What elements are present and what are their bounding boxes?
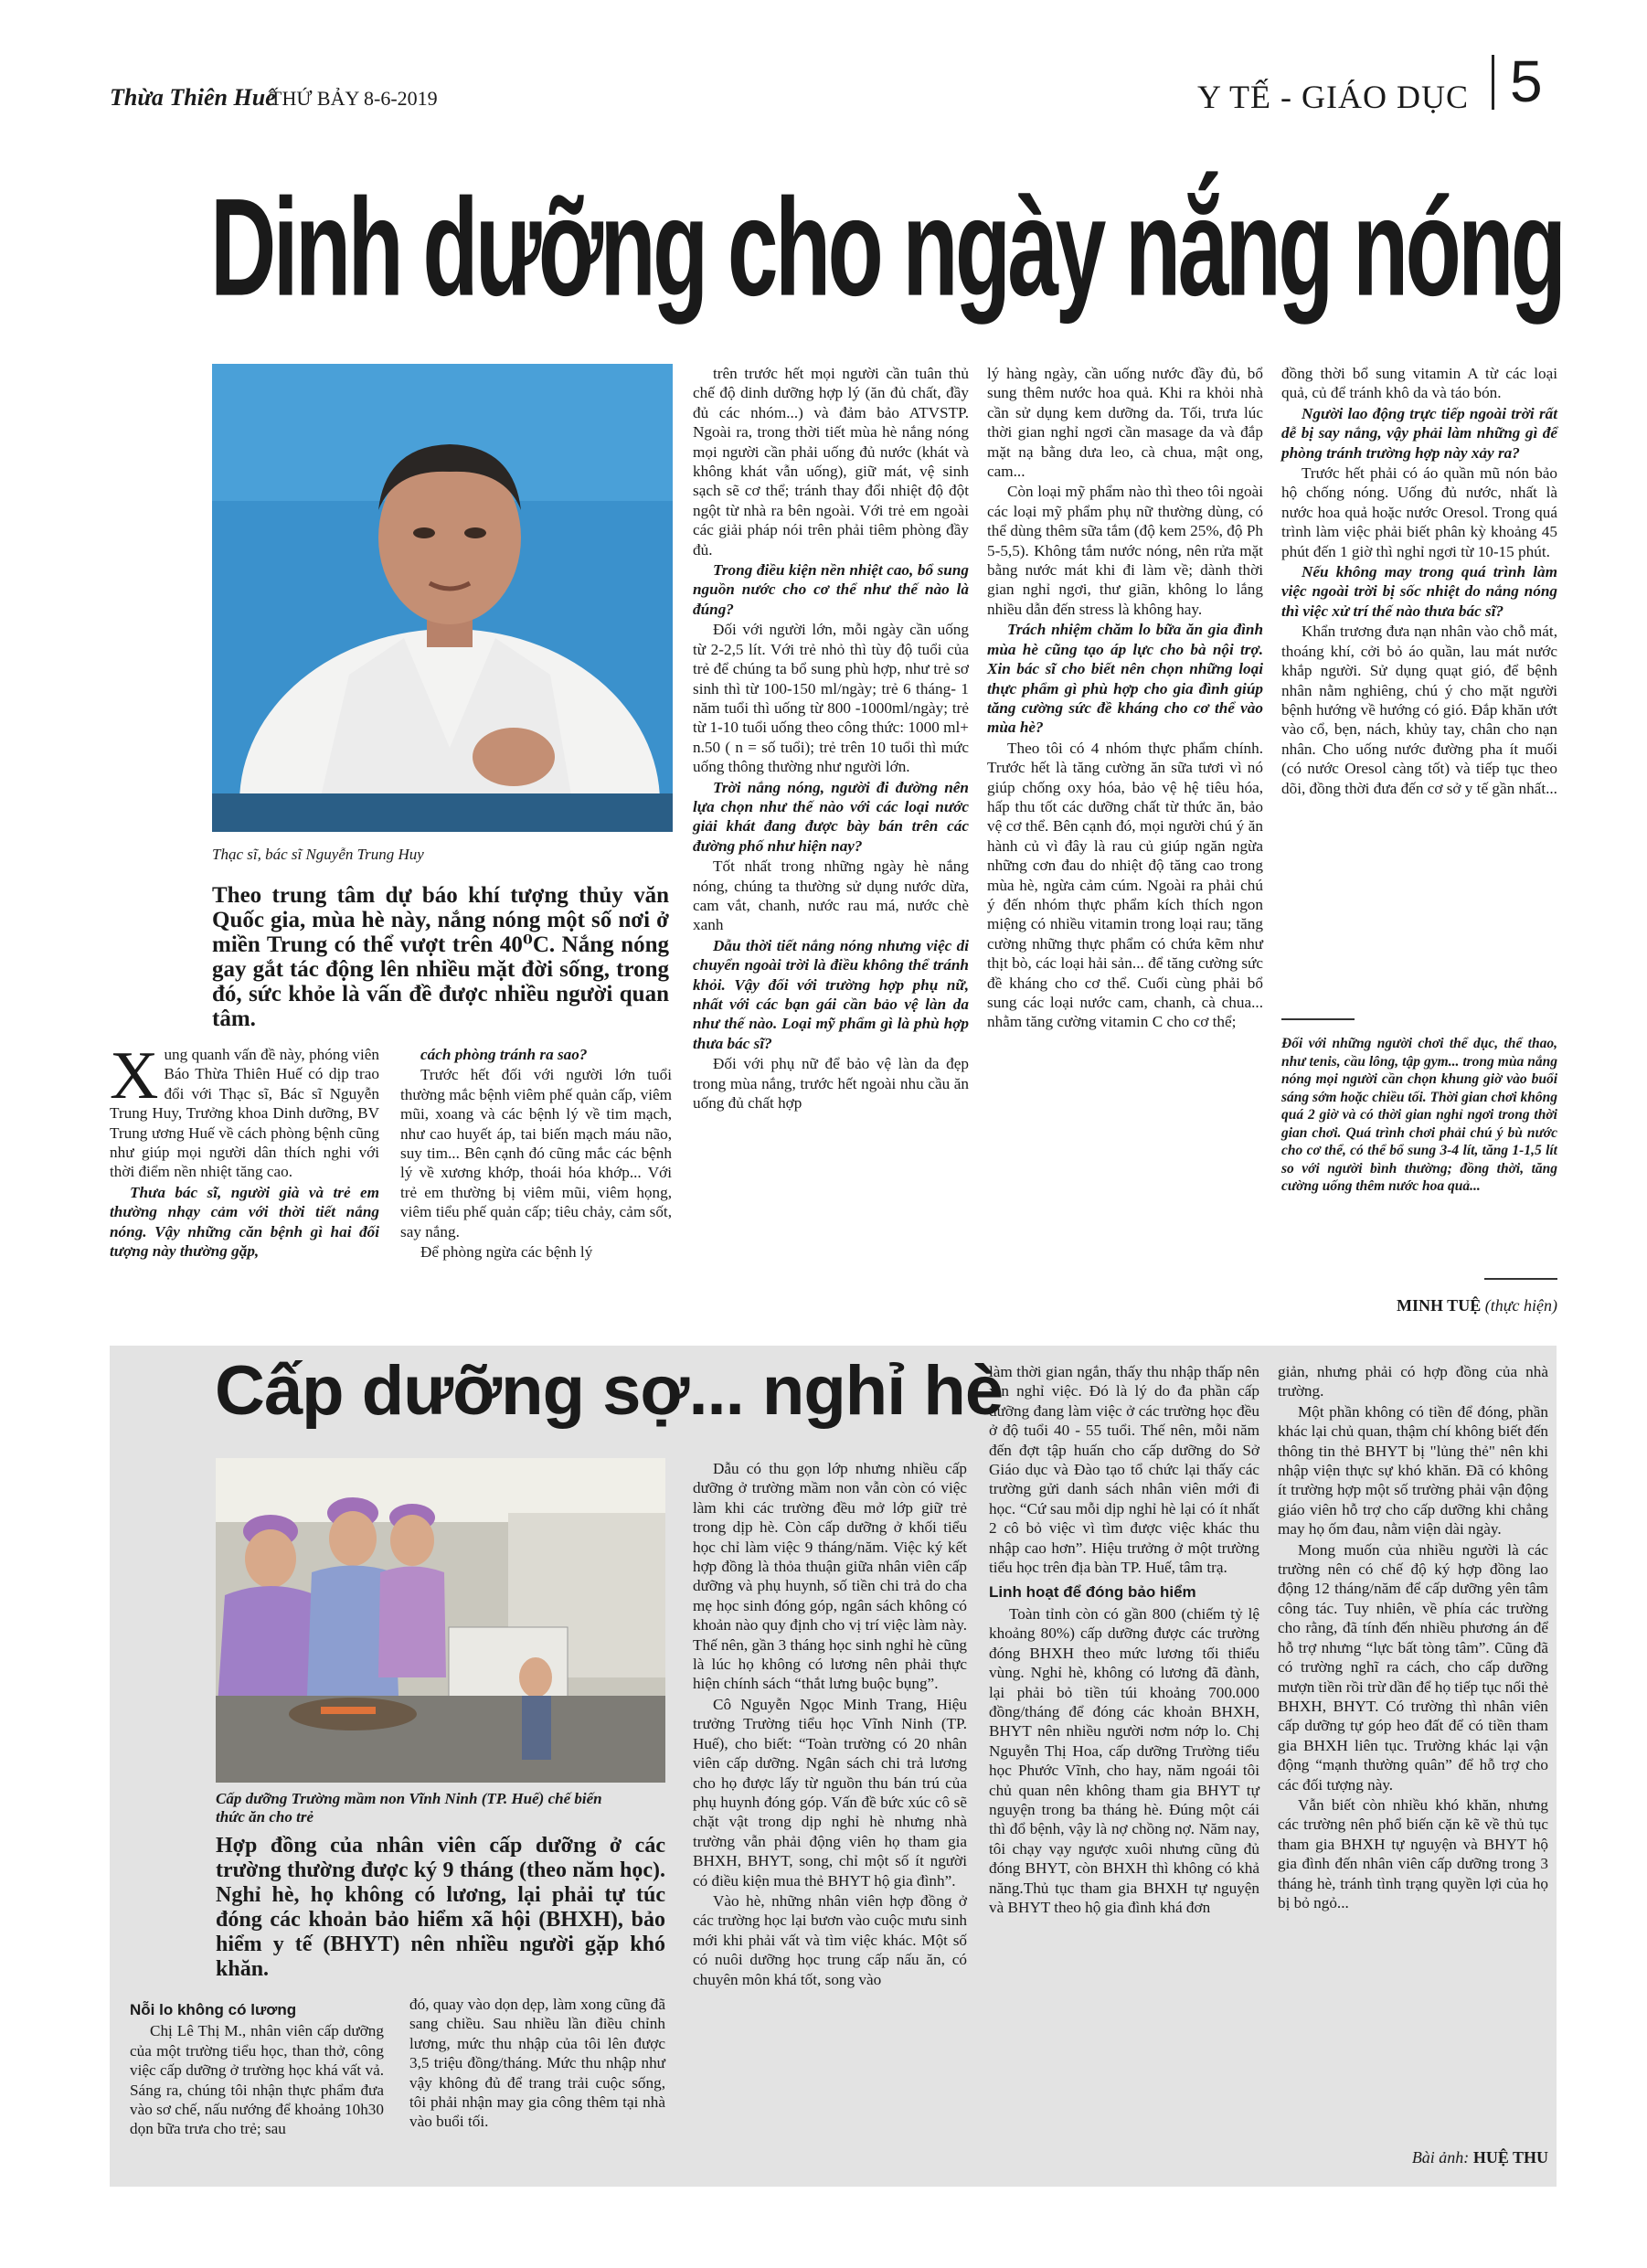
article2-headline: Cấp dưỡng sợ... nghỉ hè	[215, 1352, 1004, 1430]
article2-byline-label: Bài ảnh:	[1411, 2148, 1470, 2167]
article1-column-1	[110, 1038, 379, 1262]
article1-author-note: (thực hiện)	[1484, 1296, 1557, 1315]
article2-author: HUỆ THU	[1472, 2148, 1548, 2167]
paragraph: Vào hè, những nhân viên hợp đồng ở các trường học lại bươn vào cuộc mưu sinh mới khi phải vất và tìm việc khác. Một số có nuôi dưỡng học trung cấp nấu ăn, có chuyên môn khá tốt, song vào	[693, 1891, 967, 1988]
paragraph	[110, 1038, 379, 1182]
sidebar-rule-bottom	[1484, 1278, 1557, 1280]
paragraph: Trước hết đối với người lớn tuổi thường mắc bệnh viêm phế quản cấp, viêm mũi, xoang và các bệnh lý về tim mạch, như cao huyết áp, tai biến mạch máu não, suy tim... Bên cạnh đó cũng mắc các bệnh lý về xương khớp, thoái hóa khớp... Với trẻ em thường bị viêm mũi, viêm họng, viêm tiểu phế quản cấp; tiêu chảy, cảm sốt, say nắng.	[400, 1066, 672, 1240]
article2-lede: Hợp đồng của nhân viên cấp dưỡng ở các trường thường được ký 9 tháng (theo năm học). Nghỉ hè, họ không có lương, lại phải tự túc đóng các khoản bảo hiểm xã hội (BHXH), bảo hiểm y tế (BHYT) nên nhiều người gặp khó khăn.	[216, 1834, 665, 1981]
paragraph: Nỗi lo không có lương	[130, 2001, 297, 2018]
paragraph: Để phòng ngừa các bệnh lý	[420, 1243, 593, 1262]
sidebar-note: Đối với những người chơi thể dục, thể thao, như tenis, cầu lông, tập gym... trong mùa nắng nóng mọi người cần chọn khung giờ vào buổi sáng sớm hoặc chiều tối. Thời gian chơi không quá 2 giờ và có thời gian nghỉ ngơi trong thời gian chơi. Quá trình chơi phải chú ý bù nước cho cơ thể, có thể bổ sung 3-4 lít, tăng 1-1,5 lít so với người bình thường; đồng thời, tăng cường uống thêm nước hoa quả...	[1281, 1036, 1557, 1194]
drop-cap: X	[110, 1038, 159, 1113]
paragraph: giản, nhưng phải có hợp đồng của nhà trường.	[1278, 1363, 1548, 1400]
article2-byline	[1325, 2148, 1548, 2167]
paragraph: Dẫu thời tiết nắng nóng nhưng việc di chuyển ngoài trời là điều không thể tránh khỏi. Vậy đối với trường hợp phụ nữ, nhất với các bạn gái cần bảo vệ làn da như thế nào. Loại mỹ phẩm gì là phù hợp thưa bác sĩ?	[693, 936, 969, 1052]
paragraph: Chị Lê Thị M., nhân viên cấp dưỡng của một trường tiểu học, than thở, công việc cấp dưỡng ở trường học khá vất vả. Sáng ra, chúng tôi nhận thực phẩm đưa vào sơ chế, nấu nướng để khoảng 10h30 dọn bữa trưa cho trẻ; sau	[130, 2022, 384, 2138]
paragraph: Thưa bác sĩ, người già và trẻ em thường nhạy cảm với thời tiết nắng nóng. Vậy những căn bệnh gì hai đối tượng này thường gặp,	[110, 1183, 379, 1261]
newspaper-name: Thừa Thiên Huế	[110, 84, 276, 111]
paragraph: trên trước hết mọi người cần tuân thủ chế độ dinh dưỡng hợp lý (ăn đủ chất, đầy đủ các nhóm...) và đảm bảo ATVSTP. Ngoài ra, trong thời tiết mùa hè nắng nóng mọi người cần phải uống đủ nước (khát và không khát vẫn uống), giữ mát, vệ sinh sạch sẽ cơ thể; tránh thay đổi nhiệt độ đột ngột từ nhà ra bên ngoài. Với trẻ em ngoài các giải pháp nói trên phải tiêm phòng đầy đủ.	[693, 365, 969, 559]
header-divider	[1492, 55, 1494, 110]
paragraph: Trời nắng nóng, người đi đường nên lựa chọn như thế nào với các loại nước giải khát đang được bày bán trên các đường phố như hiện nay?	[693, 778, 969, 855]
article1-photo-caption: Thạc sĩ, bác sĩ Nguyễn Trung Huy	[212, 846, 424, 863]
paragraph: Trước hết phải có áo quần mũ nón bảo hộ chống nóng. Uống đủ nước, nhất là nước hoa quả hoặc nước Oresol. Trong quá trình làm việc phải biết phân kỳ khoảng 45 phút đến 1 giờ thì nghỉ ngơi từ 10-15 phút.	[1281, 464, 1557, 560]
paragraph: Trong điều kiện nền nhiệt cao, bổ sung nguồn nước cho cơ thể như thế nào là đúng?	[693, 561, 969, 618]
article1-photo	[212, 364, 673, 832]
article2-photo	[216, 1458, 665, 1783]
paragraph: Nếu không may trong quá trình làm việc ngoài trời bị sốc nhiệt do nắng nóng thì việc xử trí thế nào thưa bác sĩ?	[1281, 563, 1557, 620]
sidebar-rule-top	[1281, 1018, 1355, 1020]
paragraph: Theo tôi có 4 nhóm thực phẩm chính. Trước hết là tăng cường ăn sữa tươi vì nó giúp chống oxy hóa, bảo vệ hệ tiêu hóa, hấp thu tốt các dưỡng chất từ thức ăn, bảo vệ cơ thể. Bên cạnh đó, mọi người chú ý ăn hành củ vì đây là rau củ giúp ngăn ngừa những cơn đau do nhiệt độ tăng cao trong mùa hè, ngừa cảm cúm. Ngoài ra phải chú ý đến nhóm thực phẩm kích thích ngon miệng có nhiều vitamin trong loại rau; tăng cường những thực phẩm có chứa kẽm như thịt bò, các loại hải sản... để tăng cường sức đề kháng cho cơ thể. Cuối cùng phải bổ sung các loại nước cam, chanh, cà chua... nhằm tăng cường vitamin C cho cơ thể;	[987, 739, 1263, 1031]
paragraph: Khẩn trương đưa nạn nhân vào chỗ mát, thoáng khí, cởi bỏ áo quần, lau mát nước khắp người. Sử dụng quạt gió, để bệnh nhân nằm nghiêng, chú ý cho mặt người bệnh hướng về hướng có gió. Đắp khăn ướt vào cổ, bẹn, nách, khủy tay, chân cho nạn nhân. Cho uống nước đường pha ít muối (có nước Oresol càng tốt) và tiếp tục theo dõi, đồng thời đưa đến cơ sở y tế gần nhất...	[1281, 623, 1557, 797]
paragraph: Một phần không có tiền để đóng, phần khác lại chủ quan, thậm chí không biết đến thông tin thẻ BHYT bị "lủng thẻ" nên khi nhập viện thực sự khó khăn. Đã có không ít trường hợp một số trường phải vận động giáo viên hỗ trợ cho cấp dưỡng khi chẳng may họ ốm đau, nằm viện dài ngày.	[1278, 1402, 1548, 1539]
kitchen-staff-illustration	[216, 1458, 665, 1783]
doctor-portrait-illustration	[212, 364, 673, 832]
article2-column-4	[989, 1362, 1259, 1918]
paragraph: Toàn tỉnh còn có gần 800 (chiếm tỷ lệ khoảng 80%) cấp dưỡng được các trường đóng BHXH theo mức lương tối thiểu vùng. Nghỉ hè, không có lương đã đành, lại phải bỏ tiền túi khoảng 700.000 đồng/tháng để đóng các khoản BHXH, BHYT nên nhiều người nơm nớp lo. Chị Nguyễn Thị Hoa, cấp dưỡng Trường tiểu học Phước Vĩnh, cho hay, năm ngoái tôi chủ quan nên không tham gia BHYT tự nguyện trong ba tháng hè. Đúng một cái thì đổ bệnh, vậy là nợ chồng nợ. Năm nay, tôi chạy vạy ngược xuôi nhưng cũng đủ đóng BHYT, còn BHXH thì không có khả năng.Thủ tục tham gia BHXH tự nguyện và BHYT theo hộ gia đình khá đơn	[989, 1604, 1259, 1916]
paragraph: Trách nhiệm chăm lo bữa ăn gia đình mùa hè cũng tạo áp lực cho bà nội trợ. Xin bác sĩ cho biết nên chọn những loại thực phẩm gì phù hợp cho gia đình giúp tăng cường sức đề kháng cho cơ thể vào mùa hè?	[987, 621, 1263, 737]
article1-byline	[1356, 1296, 1557, 1315]
article1-headline: Dinh dưỡng cho ngày nắng nóng	[210, 170, 1564, 325]
paragraph: làm thời gian ngắn, thấy thu nhập thấp nên xin nghỉ việc. Đó là lý do đa phần cấp dưỡng đang làm việc ở các trường học đều ở độ tuổi 40 - 55 tuổi. Thế nên, mỗi năm đến đợt tập huấn cho cấp dưỡng do Sở Giáo dục và Đào tạo tổ chức lại thấy các trường gửi danh sách nhân viên mới đi học. “Cứ sau mỗi dịp nghỉ hè lại có ít nhất 2 cô bỏ việc vì tìm được việc khác thu nhập cao hơn”. Hiệu trưởng ở một trường tiểu học trên địa bàn TP. Huế, tâm trạ.	[989, 1363, 1259, 1577]
article1-column-4	[987, 364, 1263, 1033]
paragraph: cách phòng tránh ra sao?	[420, 1046, 588, 1063]
paragraph: Còn loại mỹ phẩm nào thì theo tôi ngoài các loại mỹ phẩm phụ nữ thường dùng, có thể dùng thêm sữa tắm (độ kem 25%, độ Ph 5-5,5). Không tắm nước nóng, nên rửa mặt bằng nước mát khi đi làm về; dành thời gian nghỉ ngơi, thư giãn, không lo lắng nhiều dẫn đến stress là không hay.	[987, 483, 1263, 618]
paragraph: đó, quay vào dọn dẹp, làm xong cũng đã sang chiều. Sau nhiều lần điều chỉnh lương, mức thu nhập của tôi lên được 3,5 triệu đồng/tháng. Mức thu nhập như vậy không đủ để trang trải cuộc sống, tôi phải nhận may gia công thêm tại nhà vào buổi tối.	[409, 1996, 665, 2131]
article2-column-3	[693, 1459, 967, 1990]
article1-author: MINH TUỆ	[1397, 1296, 1482, 1315]
paragraph: Linh hoạt để đóng bảo hiểm	[989, 1583, 1196, 1602]
paragraph: Dẫu có thu gọn lớp nhưng nhiều cấp dưỡng ở trường mầm non vẫn còn có việc làm khi các trường đều mở lớp giữ trẻ trong dịp hè. Còn cấp dưỡng ở khối tiểu học chỉ làm việc 9 tháng/năm. Việc ký kết hợp đồng là thỏa thuận giữa nhân viên cấp dưỡng và phụ huynh, số tiền chi trả do cha mẹ học sinh đóng góp, ngân sách không có khoản nào quy định cho vị trí việc làm này. Thế nên, gần 3 tháng học sinh nghỉ hè cũng là lúc họ không có lương nên phải thực hiện chính sách “thắt lưng buộc bụng”.	[693, 1460, 967, 1693]
paragraph: Tốt nhất trong những ngày hè nắng nóng, chúng ta thường sử dụng nước dừa, cam vắt, chanh, nước rau má, nước chè xanh	[693, 857, 969, 934]
article2-column-2	[409, 1995, 665, 2133]
paragraph: Người lao động trực tiếp ngoài trời rất dễ bị say nắng, vậy phải làm những gì để phòng tránh trường hợp này xảy ra?	[1281, 404, 1557, 462]
article2-photo-caption: Cấp dưỡng Trường mầm non Vĩnh Ninh (TP. Huế) chế biến thức ăn cho trẻ	[216, 1790, 602, 1826]
paragraph-text: ung quanh vấn đề này, phóng viên Báo Thừa Thiên Huế có dịp trao đổi với Thạc sĩ, Bác sĩ Nguyễn Trung Huy, Trưởng khoa Dinh dưỡng, BV Trung ương Huế về cách phòng bệnh cũng như giúp mọi người dân thích nghi với thời điểm nền nhiệt tăng cao.	[110, 1046, 379, 1181]
paragraph: lý hàng ngày, cần uống nước đầy đủ, bổ sung thêm nước hoa quả. Khi ra khỏi nhà cần sử dụng kem dưỡng da. Tối, trưa lúc thời gian nghỉ ngơi cần masage da và đắp mặt nạ bằng dưa leo, cà chua, mật ong, cam...	[987, 365, 1263, 481]
article1-column-2	[400, 1045, 672, 1262]
paragraph: Đối với phụ nữ để bảo vệ làn da đẹp trong mùa nắng, trước hết ngoài nhu cầu ăn uống đủ chất hợp	[693, 1055, 969, 1113]
section-title: Y TẾ - GIÁO DỤC	[1197, 79, 1469, 115]
paragraph: Vẫn biết còn nhiều khó khăn, nhưng các trường nên phổ biến cặn kẽ về thủ tục tham gia BHXH tự nguyện và BHYT hộ gia đình đến nhân viên cấp dưỡng trong 3 tháng hè, tránh tình trạng quyền lợi của họ bị bỏ ngỏ...	[1278, 1795, 1548, 1911]
issue-date: THỨ BẢY 8-6-2019	[270, 87, 438, 110]
paragraph: Mong muốn của nhiều người là các trường nên có chế độ ký hợp đồng lao động 12 tháng/năm để cấp dưỡng yên tâm công tác. Tuy nhiên, về phía các trường cho rằng, đã tính đến nhiều phương án để hỗ trợ nhưng “lực bất tòng tâm”. Cũng đã có trường nghĩ ra cách, cho cấp dưỡng mượn tiền rồi trừ dần để họ tiếp tục nối thẻ BHXH, BHYT. Có trường thì nhân viên cấp dưỡng tự góp heo đất để có tiền tham gia BHXH liên tục. Trường khác lại vận động “mạnh thường quân” để hỗ trợ cho các đối tượng này.	[1278, 1540, 1548, 1794]
article1-column-5	[1281, 364, 1557, 799]
paragraph: Đối với người lớn, mỗi ngày cần uống từ 2-2,5 lít. Với trẻ nhỏ thì tùy độ tuổi của trẻ để chúng ta bổ sung phù hợp, như trẻ sơ sinh thì từ 100-150 ml/ngày; trẻ 6 tháng- 1 năm tuổi thì uống từ 800 -1000ml/ngày; trẻ từ 1-10 tuổi uống theo công thức: 1000 ml+ n.50 ( n = số tuổi); trẻ trên 10 tuổi thì mức uống thông thường như người lớn.	[693, 621, 969, 776]
paragraph: đồng thời bổ sung vitamin A từ các loại quả, củ để tránh khô da và táo bón.	[1281, 365, 1557, 402]
paragraph: Cô Nguyễn Ngọc Minh Trang, Hiệu trưởng Trường tiểu học Vĩnh Ninh (TP. Huế), cho biết: “Toàn trường có 20 nhân viên cấp dưỡng. Ngân sách chi trả lương cho họ được lấy từ nguồn thu bán trú của phụ huynh đóng góp. Vấn đề bức xúc cô sẽ chặt vật trong dịp nghỉ hè nhưng nhà trường vẫn phải động viên họ tham gia BHXH, BHYT, song, chỉ một số ít người có điều kiện mua thẻ BHYT hộ gia đình”.	[693, 1695, 967, 1890]
page-number: 5	[1510, 48, 1543, 114]
article2-column-5	[1278, 1362, 1548, 1913]
article1-column-3	[693, 364, 969, 1113]
article1-lede: Theo trung tâm dự báo khí tượng thủy văn Quốc gia, mùa hè này, nắng nóng một số nơi ở miền Trung có thể vượt trên 40⁰C. Nắng nóng gay gắt tác động lên nhiều mặt đời sống, trong đó, sức khỏe là vấn đề được nhiều người quan tâm.	[212, 883, 669, 1031]
article2-column-1	[130, 1995, 384, 2140]
